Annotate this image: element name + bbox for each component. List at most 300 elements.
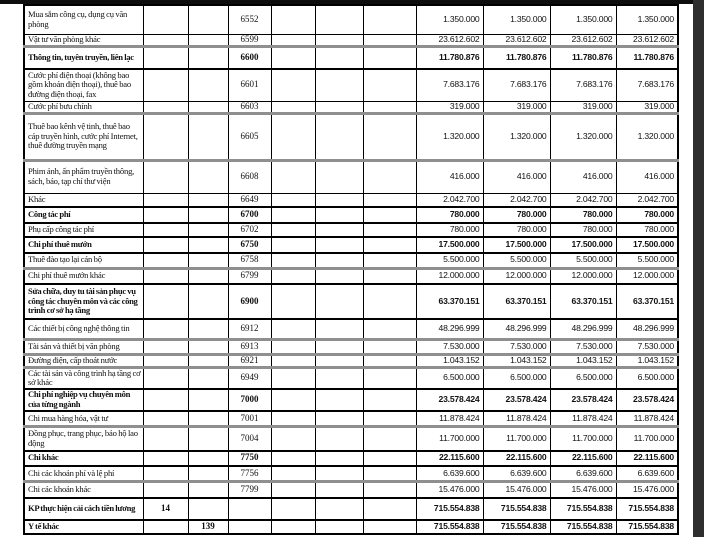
subgroup-code-cell	[188, 5, 228, 34]
subgroup-code-cell	[188, 223, 228, 237]
table-row	[24, 268, 678, 284]
table-row	[24, 498, 678, 520]
table-row	[24, 46, 678, 69]
group-code-cell	[143, 520, 188, 534]
amount-cell-4: 319.000	[616, 101, 678, 113]
amount-cell-2: 11.878.424	[483, 411, 550, 427]
subgroup-code-cell	[188, 69, 228, 101]
description-cell: Phụ cấp công tác phí	[24, 223, 143, 237]
amount-cell-2: 11.780.876	[483, 46, 550, 69]
amount-cell-3: 7.683.176	[550, 69, 616, 101]
table-row	[24, 223, 678, 237]
amount-cell-2: 1.320.000	[483, 113, 550, 160]
amount-cell-3: 780.000	[550, 223, 616, 237]
empty-cell	[363, 354, 416, 367]
empty-cell	[315, 319, 363, 339]
empty-cell	[271, 520, 315, 534]
description-cell: KP thực hiện cải cách tiền lương	[24, 498, 143, 520]
amount-cell-3: 6.639.600	[550, 466, 616, 482]
amount-cell-2: 23.578.424	[483, 389, 550, 411]
empty-cell	[271, 237, 315, 253]
table-row	[24, 339, 678, 354]
empty-cell	[315, 284, 363, 319]
amount-cell-2: 15.476.000	[483, 482, 550, 498]
group-code-cell	[143, 193, 188, 207]
subgroup-code-cell	[188, 160, 228, 193]
description-cell: Chi phí nghiệp vụ chuyên môn của từng ngành	[24, 389, 143, 411]
amount-cell-3: 63.370.151	[550, 284, 616, 319]
amount-cell-3: 48.296.999	[550, 319, 616, 339]
amount-cell-1: 22.115.600	[416, 451, 483, 466]
amount-cell-2: 12.000.000	[483, 268, 550, 284]
empty-cell	[315, 482, 363, 498]
description-cell: Tài sản và thiết bị văn phòng	[24, 339, 143, 354]
description-cell: Vật tư văn phòng khác	[24, 34, 143, 46]
table-row	[24, 482, 678, 498]
table-row	[24, 237, 678, 253]
subgroup-code-cell	[188, 268, 228, 284]
amount-cell-3: 23.612.602	[550, 34, 616, 46]
item-code-cell	[228, 498, 271, 520]
empty-cell	[315, 354, 363, 367]
empty-cell	[271, 389, 315, 411]
description-cell: Khác	[24, 193, 143, 207]
empty-cell	[271, 101, 315, 113]
description-cell: Cước phí bưu chính	[24, 101, 143, 113]
table-row	[24, 466, 678, 482]
item-code-cell: 6649	[228, 193, 271, 207]
description-cell: Thuê đào tạo lại cán bộ	[24, 253, 143, 268]
table-row	[24, 253, 678, 268]
amount-cell-4: 6.639.600	[616, 466, 678, 482]
amount-cell-4: 11.780.876	[616, 46, 678, 69]
empty-cell	[363, 223, 416, 237]
amount-cell-4: 7.683.176	[616, 69, 678, 101]
amount-cell-1: 17.500.000	[416, 237, 483, 253]
group-code-cell	[143, 69, 188, 101]
item-code-cell: 6921	[228, 354, 271, 367]
amount-cell-1: 48.296.999	[416, 319, 483, 339]
amount-cell-1: 63.370.151	[416, 284, 483, 319]
amount-cell-4: 1.350.000	[616, 5, 678, 34]
budget-table	[23, 4, 679, 535]
empty-cell	[315, 411, 363, 427]
table-row	[24, 427, 678, 451]
table-row	[24, 319, 678, 339]
empty-cell	[315, 253, 363, 268]
empty-cell	[363, 367, 416, 389]
item-code-cell: 7799	[228, 482, 271, 498]
subgroup-code-cell	[188, 193, 228, 207]
group-code-cell	[143, 319, 188, 339]
subgroup-code-cell	[188, 451, 228, 466]
empty-cell	[315, 46, 363, 69]
description-cell: Công tác phí	[24, 207, 143, 223]
subgroup-code-cell: 139	[188, 520, 228, 534]
empty-cell	[271, 5, 315, 34]
empty-cell	[271, 411, 315, 427]
amount-cell-4: 1.043.152	[616, 354, 678, 367]
item-code-cell: 7004	[228, 427, 271, 451]
group-code-cell	[143, 411, 188, 427]
description-cell: Chi khác	[24, 451, 143, 466]
empty-cell	[271, 367, 315, 389]
amount-cell-1: 319.000	[416, 101, 483, 113]
empty-cell	[271, 354, 315, 367]
item-code-cell	[228, 520, 271, 534]
subgroup-code-cell	[188, 284, 228, 319]
amount-cell-2: 11.700.000	[483, 427, 550, 451]
empty-cell	[271, 427, 315, 451]
table-row	[24, 193, 678, 207]
subgroup-code-cell	[188, 319, 228, 339]
amount-cell-2: 780.000	[483, 223, 550, 237]
empty-cell	[271, 113, 315, 160]
amount-cell-3: 715.554.838	[550, 520, 616, 534]
empty-cell	[271, 451, 315, 466]
group-code-cell	[143, 451, 188, 466]
amount-cell-1: 5.500.000	[416, 253, 483, 268]
subgroup-code-cell	[188, 427, 228, 451]
subgroup-code-cell	[188, 34, 228, 46]
group-code-cell: 14	[143, 498, 188, 520]
amount-cell-1: 7.530.000	[416, 339, 483, 354]
item-code-cell: 6601	[228, 69, 271, 101]
amount-cell-4: 2.042.700	[616, 193, 678, 207]
empty-cell	[315, 389, 363, 411]
table-row	[24, 207, 678, 223]
table-row	[24, 520, 678, 534]
item-code-cell: 6702	[228, 223, 271, 237]
item-code-cell: 6603	[228, 101, 271, 113]
group-code-cell	[143, 34, 188, 46]
item-code-cell: 6750	[228, 237, 271, 253]
description-cell: Chi các khoản phí và lệ phí	[24, 466, 143, 482]
empty-cell	[315, 237, 363, 253]
empty-cell	[271, 207, 315, 223]
group-code-cell	[143, 223, 188, 237]
amount-cell-4: 1.320.000	[616, 113, 678, 160]
description-cell: Đồng phục, trang phục, bảo hộ lao động	[24, 427, 143, 451]
group-code-cell	[143, 367, 188, 389]
empty-cell	[271, 466, 315, 482]
empty-cell	[271, 482, 315, 498]
amount-cell-4: 416.000	[616, 160, 678, 193]
amount-cell-4: 715.554.838	[616, 498, 678, 520]
empty-cell	[271, 319, 315, 339]
empty-cell	[315, 268, 363, 284]
item-code-cell: 7001	[228, 411, 271, 427]
subgroup-code-cell	[188, 498, 228, 520]
amount-cell-4: 48.296.999	[616, 319, 678, 339]
empty-cell	[315, 207, 363, 223]
amount-cell-4: 22.115.600	[616, 451, 678, 466]
amount-cell-2: 416.000	[483, 160, 550, 193]
description-cell: Y tế khác	[24, 520, 143, 534]
amount-cell-4: 780.000	[616, 207, 678, 223]
empty-cell	[315, 5, 363, 34]
amount-cell-4: 12.000.000	[616, 268, 678, 284]
amount-cell-3: 11.878.424	[550, 411, 616, 427]
amount-cell-3: 12.000.000	[550, 268, 616, 284]
group-code-cell	[143, 160, 188, 193]
empty-cell	[363, 427, 416, 451]
subgroup-code-cell	[188, 389, 228, 411]
group-code-cell	[143, 482, 188, 498]
amount-cell-3: 1.043.152	[550, 354, 616, 367]
amount-cell-1: 6.500.000	[416, 367, 483, 389]
description-cell: Thông tin, tuyên truyền, liên lạc	[24, 46, 143, 69]
amount-cell-1: 11.780.876	[416, 46, 483, 69]
group-code-cell	[143, 5, 188, 34]
empty-cell	[363, 319, 416, 339]
amount-cell-2: 6.639.600	[483, 466, 550, 482]
amount-cell-2: 63.370.151	[483, 284, 550, 319]
amount-cell-4: 7.530.000	[616, 339, 678, 354]
table-row	[24, 113, 678, 160]
empty-cell	[271, 284, 315, 319]
empty-cell	[363, 339, 416, 354]
empty-cell	[315, 427, 363, 451]
description-cell: Đường điện, cấp thoát nước	[24, 354, 143, 367]
subgroup-code-cell	[188, 354, 228, 367]
amount-cell-3: 6.500.000	[550, 367, 616, 389]
amount-cell-1: 416.000	[416, 160, 483, 193]
amount-cell-3: 15.476.000	[550, 482, 616, 498]
group-code-cell	[143, 101, 188, 113]
item-code-cell: 7000	[228, 389, 271, 411]
empty-cell	[315, 466, 363, 482]
amount-cell-3: 780.000	[550, 207, 616, 223]
amount-cell-1: 15.476.000	[416, 482, 483, 498]
description-cell: Các tài sản và công trình hạ tầng cơ sở khác	[24, 367, 143, 389]
empty-cell	[315, 34, 363, 46]
empty-cell	[271, 193, 315, 207]
group-code-cell	[143, 427, 188, 451]
group-code-cell	[143, 113, 188, 160]
table-row	[24, 367, 678, 389]
group-code-cell	[143, 284, 188, 319]
table-row	[24, 411, 678, 427]
empty-cell	[271, 498, 315, 520]
empty-cell	[271, 46, 315, 69]
amount-cell-2: 319.000	[483, 101, 550, 113]
amount-cell-3: 17.500.000	[550, 237, 616, 253]
amount-cell-1: 1.350.000	[416, 5, 483, 34]
table-row	[24, 354, 678, 367]
amount-cell-1: 11.700.000	[416, 427, 483, 451]
empty-cell	[315, 498, 363, 520]
empty-cell	[271, 34, 315, 46]
amount-cell-2: 22.115.600	[483, 451, 550, 466]
amount-cell-1: 715.554.838	[416, 520, 483, 534]
amount-cell-1: 23.612.602	[416, 34, 483, 46]
subgroup-code-cell	[188, 101, 228, 113]
item-code-cell: 6912	[228, 319, 271, 339]
amount-cell-2: 715.554.838	[483, 498, 550, 520]
amount-cell-2: 7.530.000	[483, 339, 550, 354]
item-code-cell: 6949	[228, 367, 271, 389]
item-code-cell: 7756	[228, 466, 271, 482]
subgroup-code-cell	[188, 367, 228, 389]
empty-cell	[271, 223, 315, 237]
amount-cell-3: 319.000	[550, 101, 616, 113]
amount-cell-4: 23.578.424	[616, 389, 678, 411]
amount-cell-4: 11.878.424	[616, 411, 678, 427]
description-cell: Chi phí thuê mướn	[24, 237, 143, 253]
empty-cell	[363, 520, 416, 534]
item-code-cell: 7750	[228, 451, 271, 466]
empty-cell	[363, 5, 416, 34]
group-code-cell	[143, 237, 188, 253]
amount-cell-3: 5.500.000	[550, 253, 616, 268]
subgroup-code-cell	[188, 253, 228, 268]
amount-cell-3: 1.320.000	[550, 113, 616, 160]
empty-cell	[315, 69, 363, 101]
empty-cell	[315, 193, 363, 207]
amount-cell-1: 1.320.000	[416, 113, 483, 160]
empty-cell	[363, 268, 416, 284]
budget-table-body	[24, 5, 678, 534]
amount-cell-3: 7.530.000	[550, 339, 616, 354]
amount-cell-2: 1.043.152	[483, 354, 550, 367]
empty-cell	[363, 237, 416, 253]
table-row	[24, 451, 678, 466]
amount-cell-3: 2.042.700	[550, 193, 616, 207]
amount-cell-2: 780.000	[483, 207, 550, 223]
table-row	[24, 101, 678, 113]
empty-cell	[363, 46, 416, 69]
description-cell: Chi phí thuê mướn khác	[24, 268, 143, 284]
empty-cell	[271, 160, 315, 193]
group-code-cell	[143, 207, 188, 223]
table-row	[24, 34, 678, 46]
empty-cell	[315, 223, 363, 237]
empty-cell	[363, 498, 416, 520]
table-row	[24, 389, 678, 411]
empty-cell	[271, 268, 315, 284]
scan-right-edge	[693, 0, 704, 537]
item-code-cell: 6900	[228, 284, 271, 319]
amount-cell-4: 5.500.000	[616, 253, 678, 268]
table-row	[24, 69, 678, 101]
empty-cell	[363, 34, 416, 46]
amount-cell-1: 12.000.000	[416, 268, 483, 284]
amount-cell-2: 715.554.838	[483, 520, 550, 534]
item-code-cell: 6700	[228, 207, 271, 223]
description-cell: Các thiết bị công nghệ thông tin	[24, 319, 143, 339]
amount-cell-3: 416.000	[550, 160, 616, 193]
amount-cell-4: 715.554.838	[616, 520, 678, 534]
amount-cell-2: 2.042.700	[483, 193, 550, 207]
amount-cell-2: 7.683.176	[483, 69, 550, 101]
amount-cell-2: 5.500.000	[483, 253, 550, 268]
item-code-cell: 6600	[228, 46, 271, 69]
amount-cell-1: 780.000	[416, 223, 483, 237]
group-code-cell	[143, 389, 188, 411]
item-code-cell: 6605	[228, 113, 271, 160]
amount-cell-2: 17.500.000	[483, 237, 550, 253]
table-row	[24, 160, 678, 193]
group-code-cell	[143, 46, 188, 69]
empty-cell	[363, 101, 416, 113]
subgroup-code-cell	[188, 207, 228, 223]
group-code-cell	[143, 253, 188, 268]
amount-cell-3: 715.554.838	[550, 498, 616, 520]
item-code-cell: 6799	[228, 268, 271, 284]
empty-cell	[363, 253, 416, 268]
subgroup-code-cell	[188, 411, 228, 427]
amount-cell-3: 23.578.424	[550, 389, 616, 411]
empty-cell	[315, 520, 363, 534]
subgroup-code-cell	[188, 113, 228, 160]
amount-cell-2: 6.500.000	[483, 367, 550, 389]
empty-cell	[315, 101, 363, 113]
amount-cell-1: 780.000	[416, 207, 483, 223]
amount-cell-4: 11.700.000	[616, 427, 678, 451]
empty-cell	[363, 113, 416, 160]
amount-cell-2: 23.612.602	[483, 34, 550, 46]
empty-cell	[363, 193, 416, 207]
item-code-cell: 6599	[228, 34, 271, 46]
amount-cell-1: 11.878.424	[416, 411, 483, 427]
table-row	[24, 5, 678, 34]
subgroup-code-cell	[188, 46, 228, 69]
amount-cell-3: 22.115.600	[550, 451, 616, 466]
description-cell: Sửa chữa, duy tu tài sản phục vụ công tác chuyên môn và các công trình cơ sở hạ tầng	[24, 284, 143, 319]
amount-cell-4: 63.370.151	[616, 284, 678, 319]
amount-cell-1: 715.554.838	[416, 498, 483, 520]
empty-cell	[315, 160, 363, 193]
group-code-cell	[143, 466, 188, 482]
subgroup-code-cell	[188, 466, 228, 482]
amount-cell-1: 7.683.176	[416, 69, 483, 101]
empty-cell	[363, 160, 416, 193]
amount-cell-2: 1.350.000	[483, 5, 550, 34]
group-code-cell	[143, 339, 188, 354]
amount-cell-3: 11.780.876	[550, 46, 616, 69]
empty-cell	[363, 284, 416, 319]
empty-cell	[363, 69, 416, 101]
empty-cell	[363, 389, 416, 411]
empty-cell	[271, 69, 315, 101]
subgroup-code-cell	[188, 482, 228, 498]
description-cell: Chi các khoản khác	[24, 482, 143, 498]
table-row	[24, 284, 678, 319]
description-cell: Mua sắm công cụ, dụng cụ văn phòng	[24, 5, 143, 34]
amount-cell-4: 6.500.000	[616, 367, 678, 389]
amount-cell-4: 17.500.000	[616, 237, 678, 253]
empty-cell	[363, 451, 416, 466]
description-cell: Chi mua hàng hóa, vật tư	[24, 411, 143, 427]
amount-cell-1: 2.042.700	[416, 193, 483, 207]
empty-cell	[363, 466, 416, 482]
amount-cell-2: 48.296.999	[483, 319, 550, 339]
empty-cell	[315, 339, 363, 354]
empty-cell	[315, 451, 363, 466]
empty-cell	[363, 411, 416, 427]
group-code-cell	[143, 354, 188, 367]
amount-cell-4: 780.000	[616, 223, 678, 237]
empty-cell	[315, 367, 363, 389]
amount-cell-4: 23.612.602	[616, 34, 678, 46]
empty-cell	[315, 113, 363, 160]
amount-cell-3: 11.700.000	[550, 427, 616, 451]
item-code-cell: 6913	[228, 339, 271, 354]
empty-cell	[363, 482, 416, 498]
description-cell: Thuê bao kênh vệ tinh, thuê bao cáp truyền hình, cước phí Internet, thuê đường truyền mạng	[24, 113, 143, 160]
amount-cell-4: 15.476.000	[616, 482, 678, 498]
